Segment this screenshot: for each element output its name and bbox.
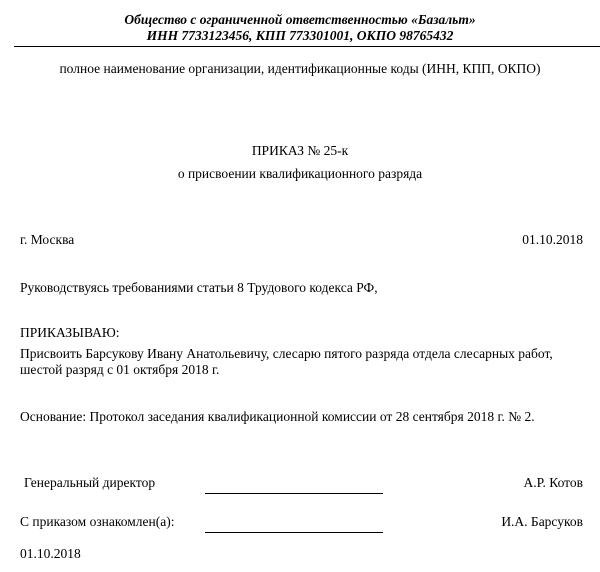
order-date: 01.10.2018	[522, 232, 583, 247]
acknowledgement-date: 01.10.2018	[20, 546, 81, 561]
order-grounds: Основание: Протокол заседания квалификационной комиссии от 28 сентября 2018 г. № 2.	[20, 409, 535, 424]
director-signature-line	[205, 493, 383, 494]
order-city: г. Москва	[20, 232, 75, 247]
order-body-line-2: шестой разряд с 01 октября 2018 г.	[20, 362, 220, 377]
order-title: ПРИКАЗ № 25-к	[251, 143, 349, 158]
org-name: Общество с ограниченной ответственностью «Базальт»	[124, 12, 476, 27]
header-divider	[14, 46, 600, 47]
org-caption: полное наименование организации, идентификационные коды (ИНН, КПП, ОКПО)	[59, 61, 541, 76]
director-title: Генеральный директор	[24, 475, 156, 490]
employee-signature-line	[205, 532, 383, 533]
director-name: А.Р. Котов	[523, 475, 583, 490]
org-codes: ИНН 7733123456, КПП 773301001, ОКПО 98765432	[146, 28, 454, 43]
order-subject: о присвоении квалификационного разряда	[177, 166, 423, 181]
acknowledgement-label: С приказом ознакомлен(а):	[20, 514, 175, 529]
order-body-line-1: Присвоить Барсукову Ивану Анатольевичу, слесарю пятого разряда отдела слесарных работ,	[20, 346, 553, 361]
order-command: ПРИКАЗЫВАЮ:	[20, 325, 120, 340]
employee-name: И.А. Барсуков	[501, 514, 583, 529]
order-legal-basis: Руководствуясь требованиями статьи 8 Трудового кодекса РФ,	[20, 280, 378, 295]
